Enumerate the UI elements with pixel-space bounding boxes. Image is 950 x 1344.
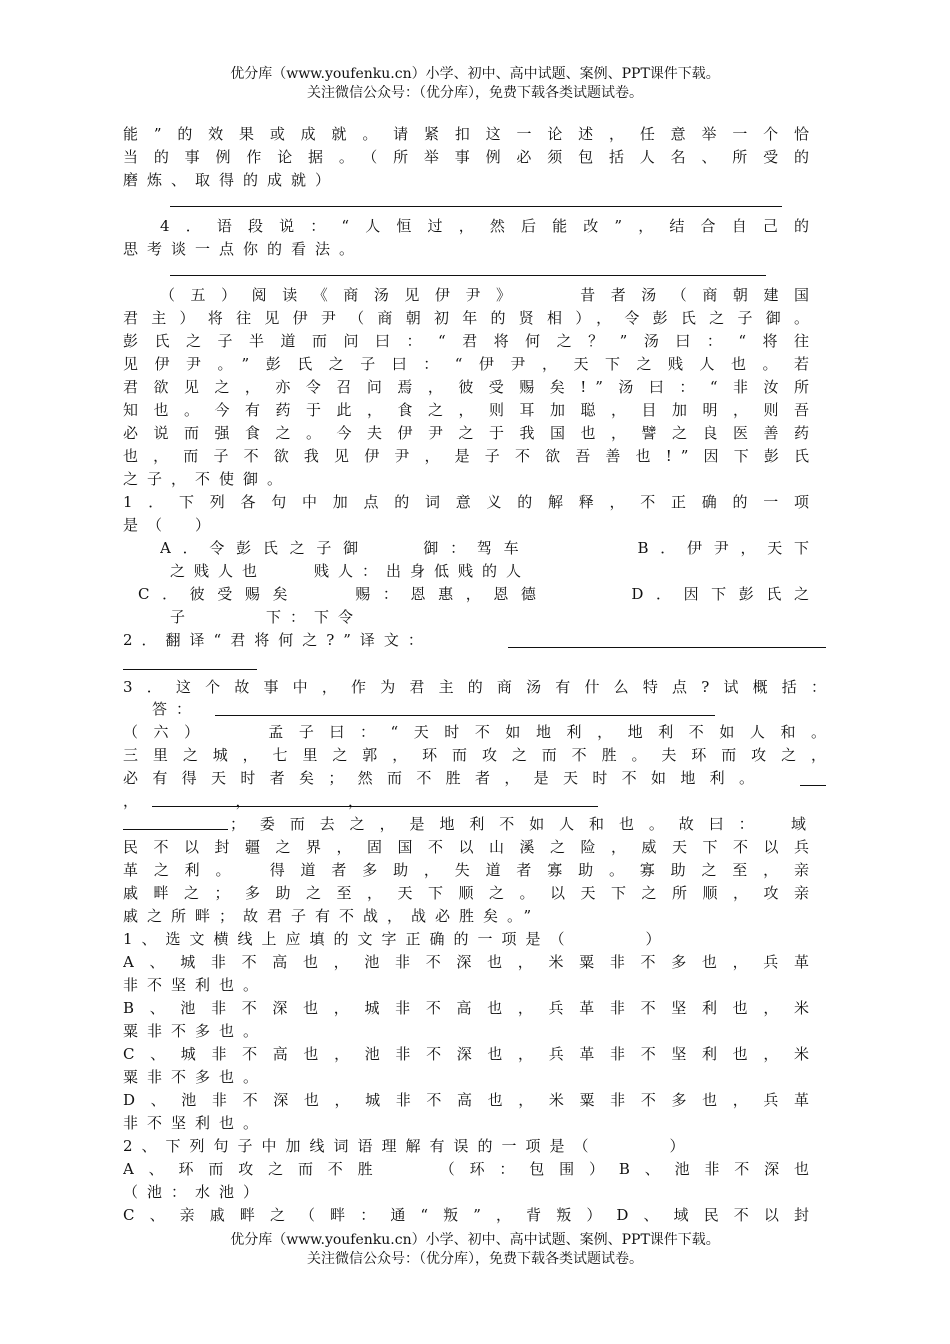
text-line: 知也。今有药于此，食之，则耳加聪，目加明，则吾 xyxy=(123,401,818,419)
text-line: 三里之城，七里之郭，环而攻之而不胜。夫环而攻之， xyxy=(123,746,835,764)
option-text: C、亲戚畔之（畔：通“叛”，背叛）D、域民不以封 xyxy=(123,1206,818,1224)
header-line-1: 优分库（www.youfenku.cn）小学、初中、高中试题、案例、PPT课件下载。 xyxy=(230,66,720,82)
option-text: A．令彭氏之子御 御：驾车 B．伊尹，天下 xyxy=(160,539,818,557)
text-line: 必有得天时者矣；然而不胜者，是天时不如地利。 xyxy=(123,769,763,787)
section-heading-6: （六） 孟子曰：“天时不如地利，地利不如人和。 xyxy=(123,723,835,741)
text-line: 之子，不使御。 xyxy=(123,470,292,488)
text-line: 见伊尹。”彭氏之子曰：“伊尹，天下之贱人也。若 xyxy=(123,355,818,373)
question-text: 1．下列各句中加点的词意义的解释，不正确的一项 xyxy=(123,493,818,511)
text-line: 彭氏之子半道而问曰：“君将何之？”汤曰：“将往 xyxy=(123,332,818,350)
answer-blank-line[interactable] xyxy=(800,785,826,786)
text-line: 戚之所畔；故君子有不战，战必胜矣。” xyxy=(123,907,541,925)
text-line: 必说而强食之。今夫伊尹之于我国也，譬之良医善药 xyxy=(123,424,818,442)
question-text: 2．翻译“君将何之?”译文： xyxy=(123,631,432,649)
section-heading-5: （五）阅读《商汤见伊尹》 昔者汤（商朝建国 xyxy=(160,286,818,304)
footer-line-1: 优分库（www.youfenku.cn）小学、初中、高中试题、案例、PPT课件下载。 xyxy=(230,1232,720,1248)
option-text: D、池非不深也，城非不高也，米粟非不多也，兵革 xyxy=(123,1091,818,1109)
text-line: 能”的效果或成就。请紧扣这一论述，任意举一个恰 xyxy=(123,125,818,143)
question-text: 2、下列句子中加线词语理解有误的一项是（ ） xyxy=(123,1137,694,1155)
option-text: A、城非不高也，池非不深也，米粟非不多也，兵革 xyxy=(123,953,818,971)
header-line-2: 关注微信公众号：（优分库），免费下载各类试题试卷。 xyxy=(307,85,643,101)
question-text: 是（ ） xyxy=(123,516,220,534)
option-text: 粟非不多也。 xyxy=(123,1068,268,1086)
option-text: 之贱人也 贱人：出身低贱的人 xyxy=(170,562,531,580)
option-text: 子 下：下令 xyxy=(170,608,363,626)
text-line: 当的事例作论据。（所举事例必须包括人名、所受的 xyxy=(123,148,818,166)
answer-blank-line[interactable] xyxy=(123,829,228,830)
answer-blank-line[interactable] xyxy=(170,275,766,276)
text-line: ， ， ， xyxy=(123,792,364,810)
text-line: 思考谈一点你的看法。 xyxy=(123,240,364,258)
answer-blank-line[interactable] xyxy=(152,806,598,807)
option-text: 非不坚利也。 xyxy=(123,1114,268,1132)
option-text: C．彼受赐矣 赐：恩惠，恩德 D．因下彭氏之 xyxy=(138,585,818,603)
option-text: B、池非不深也，城非不高也，兵革非不坚利也，米 xyxy=(123,999,818,1017)
text-line: 君欲见之，亦令召问焉，彼受赐矣!”汤曰：“非汝所 xyxy=(123,378,818,396)
option-text: 非不坚利也。 xyxy=(123,976,268,994)
text-line: 革之利。 得道者多助，失道者寡助。寡助之至，亲 xyxy=(123,861,818,879)
option-text: 粟非不多也。 xyxy=(123,1022,268,1040)
answer-blank-line[interactable] xyxy=(123,669,257,670)
text-line: ；委而去之，是地利不如人和也。故曰： 域 xyxy=(230,815,815,833)
text-line: 也，而子不欲我见伊尹，是子不欲吾善也!”因下彭氏 xyxy=(123,447,818,465)
question-text: 3．这个故事中，作为君主的商汤有什么特点?试概括： xyxy=(123,678,835,696)
question-text: 1、选文横线上应填的文字正确的一项是（ ） xyxy=(123,930,670,948)
answer-blank-line[interactable] xyxy=(508,647,826,648)
answer-blank-line[interactable] xyxy=(215,715,715,716)
text-line: 民不以封疆之界，固国不以山溪之险，威天下不以兵 xyxy=(123,838,818,856)
option-text: （池：水池） xyxy=(123,1183,268,1201)
option-text: C、城非不高也，池非不深也，兵革非不坚利也，米 xyxy=(123,1045,818,1063)
text-line: 4．语段说：“人恒过，然后能改”，结合自己的 xyxy=(160,217,818,235)
text-line: 君主）将往见伊尹（商朝初年的贤相），令彭氏之子御。 xyxy=(123,309,818,327)
answer-blank-line[interactable] xyxy=(170,206,782,207)
option-text: A、环而攻之而不胜 （环：包围）B、池非不深也 xyxy=(123,1160,818,1178)
footer-line-2: 关注微信公众号：（优分库），免费下载各类试题试卷。 xyxy=(307,1251,643,1267)
answer-label: 答： xyxy=(152,700,201,718)
text-line: 戚畔之；多助之至，天下顺之。以天下之所顺，攻亲 xyxy=(123,884,818,902)
text-line: 磨炼、取得的成就） xyxy=(123,171,340,189)
